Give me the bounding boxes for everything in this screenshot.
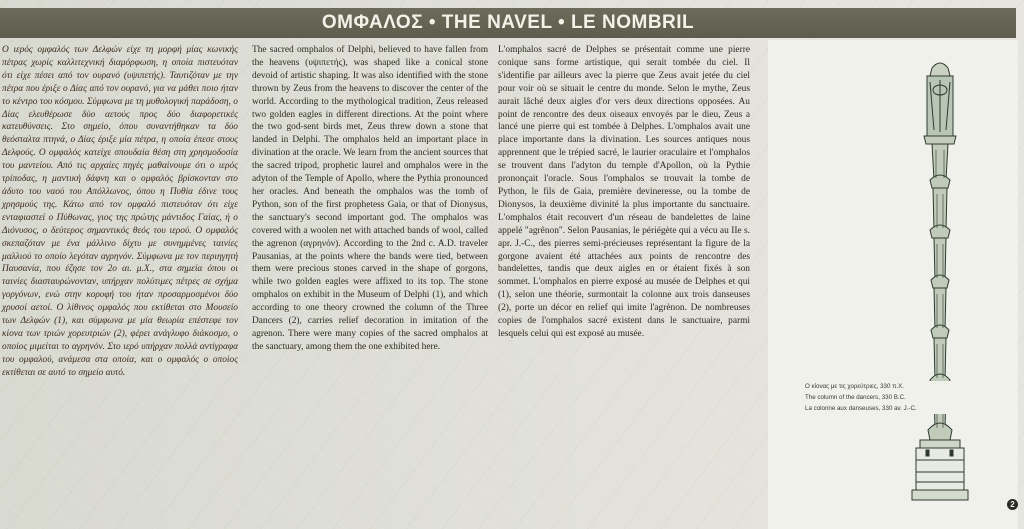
caption-french: La colonne aux danseuses, 330 av. J.-C. [805,405,917,412]
french-text-column [498,44,750,341]
english-paragraph: The sacred omphalos of Delphi, believed to have fallen from the heavens (υψιπετής), was shaped like a conical stone devoid of artistic shaping. It was also identified with the stone thrown by Zeus from the heavens to discover the center of the world. According to the mythological tradition, Zeus released two golden eagles in different directions. At the point where the two god-sent birds met, Zeus threw down a stone that landed in Delphi. The omphalos held an important place in divination at the oracle. We learn from the ancient sources that the sacred tripod, prophetic laurel and omphalos were in the adyton of the Temple of Apollo, where the Pythia pronounced her oracles. And beneath the omphalos was the tomb of Python, son of the first prophetess Gaia, or that of Dionysus, the sanctuary's second important god. The omphalos was covered with a woolen net with attached bands of wool, called the agrenon (αγρηνόν). According to the 2nd c. A.D. traveler Pausanias, at the points where the bands were tied, between them were precious stones carved in the shape of gorgons, while two golden eagles were affixed to its top. The stone omphalos on exhibit in the Museum of Delphi (1), and which according to one theory crowned the column of the Three Dancers (2), carries relief decoration in imitation of the agrenon. There were many copies of the sacred omphalos at the sanctuary, among them the one exhibited here. [252,45,488,352]
french-paragraph: L'omphalos sacré de Delphes se présentait comme une pierre conique sans forme artistique, qui serait tombée du ciel. Il s'identifie par ailleurs avec la pierre que Zeus avait jetée du ciel pour voir où se situait le centre du monde. Selon le mythe, Zeus aurait lâché deux aigles d'or vers deux directions opposées. Au point de rencontre des deux oiseaux envoyés par le dieu, Zeus a lancé une pierre qui est tombée à Delphes. L'omphalos avait une place importante dans la divination. Les sources antiques nous apprennent que le trépied sacré, le laurier oraculaire et l'omphalos se trouvent dans l'adyton du temple d'Apollon, où la Pythie prononçait l'oracle. Sous l'omphalos se trouvait la tombe de Python, le fils de Gaia, première devineresse, ou la tombe de Dionysos, la deuxième divinité la plus importante du sanctuaire. L'omphalos était recouvert d'un réseau de bandelettes de laine appelé "agrênon". Selon Pausanias, le périégète qui a vécu au IIe s. apr. J.-C., des pierres semi-précieuses représentant la figure de la gorgone avaient été attachées aux points de rencontre des bandelettes, tandis que deux aigles en or étaient fixés à son sommet. L'omphalos en pierre exposé au musée de Delphes et qui (1), selon une théorie, surmontait la colonne aux trois danseuses (2), porte un décor en relief qui imite l'agrènon. De nombreuses copies de l'omphalos sacré existent dans le sanctuaire, parmi lesquels celui qui est exposé au musée. [498,45,750,339]
figure-number-badge: 2 [1007,499,1018,510]
illustration-caption [805,381,955,414]
column-illustration-area [768,40,1018,529]
greek-paragraph: Ο ιερός ομφαλός των Δελφών είχε τη μορφή μίας κωνικής πέτρας χωρίς καλλιτεχνική διαμόρφωση, η οποία πιστευόταν ότι είχε πέσει από τον ουρανό (υψιπετής). Ταυτιζόταν με την πέτρα που έριξε ο Δίας από τον ουρανό, για να μάθει ποιο ήταν το κέντρο του κόσμου. Σύμφωνα με τη μυθολογική παράδοση, ο Δίας ελευθέρωσε δύο αετούς προς δύο διαφορετικές κατευθύνσεις. Στο σημείο, όπου συναντήθηκαν τα δύο θεόσταλτα πτηνά, ο Δίας έριξε μία πέτρα, η οποία έπεσε στους Δελφούς. Ο ομφαλός κατείχε σπουδαία θέση στη χρησμοδοσία του μαντείου. Από τις αρχαίες πηγές μαθαίνουμε ότι ο ιερός τρίποδας, η μαντική δάφνη και ο ομφαλός βρίσκονταν στο άδυτο του ναού του Απόλλωνος, όπου η Πυθία έδινε τους χρησμούς της. Κάτω από τον ομφαλό πιστευόταν ότι είχε ενταφιαστεί ο Πύθωνας, γιος της πρώτης μάντιδος Γαίας, ή ο Διόνυσος, ο δεύτερος σημαντικός θεός του ιερού. Ο ομφαλός σκεπαζόταν με ένα μάλλινο δίχτυ με συνημμένες ταινίες μαλλιού το οποίο λεγόταν αγρηνόν. Σύμφωνα με τον περιηγητή Παυσανία, που έζησε τον 2ο αι. μ.Χ., στα σημεία όπου οι ταινίες διασταυρώνονταν, υπήρχαν πολύτιμες πέτρες σε σχήμα γοργόνων, ενώ στην κορυφή του ήταν προσαρμοσμένοι δύο χρυσοί αετοί. Ο λίθινος ομφαλός που εκτίθεται στο Μουσείο των Δελφών (1), και σύμφωνα με μία θεωρία επέστεφε τον κίονα των τριών χορευτριών (2), φέρει ανάγλυφο διάκοσμο, ο οποίος μιμείται το αγρηνόν. Στο ιερό υπήρχαν πολλά αντίγραφα του ομφαλού, ανάμεσα στα οποία, και ο ομφαλός ο οποίος εκτίθεται σε αυτό το σημείο αυτό. [2,45,238,378]
caption-english: The column of the dancers, 330 B.C. [805,394,906,401]
panel-title: ΟΜΦΑΛΟΣ • THE NAVEL • LE NOMBRIL [321,12,695,33]
dancers-column-drawing [910,60,970,520]
greek-text-column [2,44,238,380]
title-bar [0,8,1016,38]
english-text-column [252,44,488,354]
caption-greek: Ο κίονας με τις χορεύτριες, 330 π.Χ. [805,383,904,390]
